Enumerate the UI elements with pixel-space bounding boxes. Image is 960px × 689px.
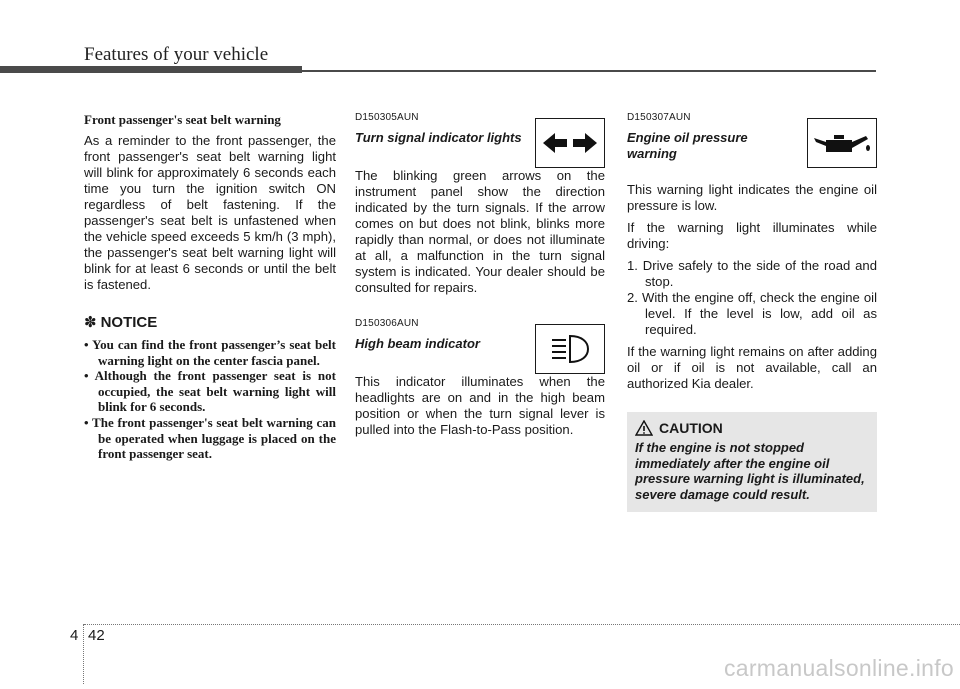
notice-list <box>84 337 336 462</box>
footer-divider <box>83 624 85 684</box>
section-code: D150306AUN <box>355 318 419 329</box>
high-beam-text: This indicator illuminates when the headlights are on and in the high beam position or when the turn signal lever is pulled into the Flash-to-Pass position. <box>355 374 605 437</box>
oil-step: 1. Drive safely to the side of the road and stop. <box>627 258 877 289</box>
turn-signal-title: Turn signal indicator lights <box>355 130 522 145</box>
oil-paragraph-1: This warning light indicates the engine oil pressure is low. <box>627 182 877 213</box>
seat-belt-heading: Front passenger's seat belt warning <box>84 112 281 127</box>
header-rule <box>302 70 876 72</box>
high-beam-head <box>355 336 605 374</box>
section-code: D150305AUN <box>355 112 419 123</box>
warning-triangle-icon <box>635 420 653 436</box>
notice-heading <box>84 313 336 331</box>
high-beam-icon <box>535 324 605 374</box>
column-middle <box>355 108 605 444</box>
watermark: carmanualsonline.info <box>723 655 954 681</box>
high-beam-title: High beam indicator <box>355 336 480 351</box>
oil-steps <box>627 258 877 338</box>
caution-title: CAUTION <box>659 420 723 436</box>
turn-signal-arrows-icon <box>535 118 605 168</box>
notice-item: • You can find the front passenger’s seat belt warning light on the center fascia panel. <box>84 337 336 368</box>
oil-pressure-head <box>627 130 877 168</box>
header-bar <box>0 66 302 73</box>
notice-star-icon: ✽ <box>84 314 97 331</box>
seat-belt-paragraph: As a reminder to the front passenger, the front passenger's seat belt warning light will blink for approximately 6 seconds each time you turn the ignition switch ON regardless of belt fastening. If the passenger's seat belt is unfastened when the vehicle speed exceeds 5 km/h (3 mph), the passenger's seat belt warning light will blink for at least 6 seconds or until the belt is fastened. <box>84 133 336 292</box>
notice-item: • Although the front passenger seat is not occupied, the seat belt warning light will blink for 6 seconds. <box>84 368 336 415</box>
chapter-number: 4 <box>70 627 79 644</box>
turn-signal-text: The blinking green arrows on the instrument panel show the direction indicated by the turn signals. If the arrow comes on but does not blink, blinks more rapidly than normal, or does not illuminate at all, a malfunction in the turn signal system is indicated. Your dealer should be consulted for repairs. <box>355 168 605 295</box>
oil-paragraph-2: If the warning light illuminates while driving: <box>627 220 877 251</box>
section-code: D150307AUN <box>627 112 691 123</box>
caution-heading <box>635 420 869 436</box>
oil-pressure-title: Engine oil pressure warning <box>627 130 748 161</box>
oil-step: 2. With the engine off, check the engine oil level. If the level is low, add oil as required. <box>627 290 877 337</box>
page-number: 42 <box>88 627 105 644</box>
column-left <box>84 108 336 462</box>
caution-box <box>627 412 877 512</box>
oil-can-icon <box>807 118 877 168</box>
footer-rule <box>84 624 960 625</box>
caution-text: If the engine is not stopped immediately after the engine oil pressure warning light is illuminated, severe damage could result. <box>635 440 865 502</box>
oil-paragraph-3: If the warning light remains on after adding oil or if oil is not available, call an authorized Kia dealer. <box>627 344 877 391</box>
column-right <box>627 108 877 512</box>
turn-signal-head <box>355 130 605 168</box>
page-header-title: Features of your vehicle <box>84 44 269 65</box>
notice-title: NOTICE <box>100 313 158 331</box>
notice-item: • The front passenger's seat belt warning can be operated when luggage is placed on the front passenger seat. <box>84 414 336 462</box>
